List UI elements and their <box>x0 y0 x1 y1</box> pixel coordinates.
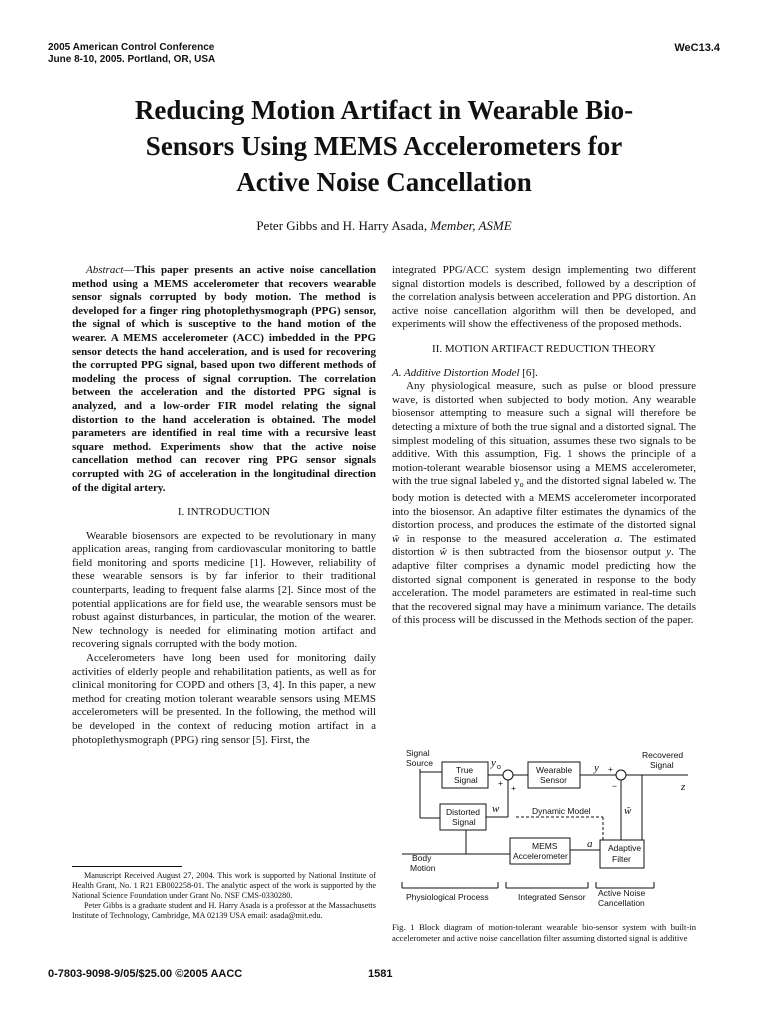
author-names: Peter Gibbs and H. Harry Asada, <box>256 218 431 233</box>
footnote <box>72 866 376 921</box>
svg-text:Sensor: Sensor <box>540 775 567 785</box>
svg-text:Signal: Signal <box>454 775 478 785</box>
intro-paragraph: Accelerometers have long been used for monitoring daily activities of elderly people and rehabilitation patients, as well as for clinical monitoring for COPD and others [3, 4]. In this paper, a new method for creating motion tolerant wearable sensors using MEMS accelerometers will be presented. In the following, the method will be developed in the context of reducing motion artifact in a photoplethysmograph (PPG) ring sensor [5]. First, the <box>72 652 376 746</box>
abstract-dash: — <box>123 264 135 276</box>
right-column <box>392 264 696 628</box>
author-affiliation: Member, ASME <box>430 218 512 233</box>
summing-junction <box>616 770 626 780</box>
subsection-heading: A. Additive Distortion Model [6]. <box>392 366 538 379</box>
svg-text:Motion: Motion <box>410 863 436 873</box>
paper-title <box>60 92 708 200</box>
svg-text:Adaptive: Adaptive <box>608 843 642 853</box>
label-signal-source: Signal <box>406 748 430 758</box>
conference-header <box>48 42 215 66</box>
svg-text:Recovered: Recovered <box>642 750 684 760</box>
section-heading-theory: II. MOTION ARTIFACT REDUCTION THEORY <box>432 342 656 355</box>
figure-caption: Fig. 1 Block diagram of motion-tolerant wearable bio-sensor system with built-in accelerometer and active noise cancellation filter assuming distorted signal is additive <box>392 922 696 943</box>
svg-text:Distorted: Distorted <box>446 807 481 817</box>
author-line <box>60 218 708 234</box>
svg-text:MEMS: MEMS <box>532 841 558 851</box>
svg-text:+: + <box>511 783 516 793</box>
footnote-funding: Manuscript Received August 27, 2004. This work is supported by National Institute of Health Grant, No. 1 R21 EB002258-01. The analytic aspect of the work is supported by the National Science Foundation under Grant No. NSF CMS-0330280. <box>72 871 376 900</box>
svg-text:Accelerometer: Accelerometer <box>513 851 568 861</box>
block-diagram <box>398 744 698 912</box>
summing-junction <box>503 770 513 780</box>
intro-continuation: integrated PPG/ACC system design implementing two different signal distortion models is described, followed by a description of the correlation analysis between acceleration and PPG distortion. An active noise cancellation algorithm will then be developed, and experiments will show the effectiveness of the proposed methods. <box>392 264 696 331</box>
svg-text:y: y <box>491 757 496 769</box>
abstract-text: This paper presents an active noise cancellation method using a MEMS accelerometer that recovers wearable sensor signals corrupted by body motion. The method is developed for a finger ring photoplethysmograph (PPG) sensor, the signal of which is susceptive to the hand motion of the wearer. A MEMS accelerometer (ACC) imbedded in the PPG sensor detects the hand acceleration, and is used for recovering the corrupted PPG signal, based upon two different methods of modeling the process of signal corruption. The correlation between the acceleration and the distorted PPG signal is analyzed, and a low-order FIR model relating the signal distortion to the hand acceleration is obtained. The model parameters are identified in real time with a recursive least square method. Experiments show that the active noise cancellation method can recover ring PPG sensor signals corrupted with 2G of acceleration in the longitudinal direction of the digital artery. <box>72 264 376 494</box>
svg-text:Source: Source <box>406 758 433 768</box>
title-line: Active Noise Cancellation <box>236 167 532 197</box>
footnote-rule <box>72 866 182 867</box>
svg-text:z: z <box>681 781 686 793</box>
svg-text:Filter: Filter <box>612 854 631 864</box>
left-column <box>72 264 376 747</box>
svg-text:Active Noise: Active Noise <box>598 888 646 898</box>
svg-text:Integrated Sensor: Integrated Sensor <box>518 892 586 902</box>
svg-text:y: y <box>594 762 599 774</box>
theory-paragraph: Any physiological measure, such as pulse or blood pressure wave, is distorted when subjected to body motion. Any wearable biosensor attempting to measure such a signal will therefore be detecting a mixture of both the true signal and a distorted signal. The simplest modeling of this situation, assumes these two signals to be additive. With this assumption, Fig. 1 shows the principle of a motion-tolerant wearable biosensor using a MEMS accelerometer, with the true signal labeled $y_o$ and the distorted signal labeled w. The body motion is detected with a MEMS accelerometer incorporated into the biosensor. An adaptive filter estimates the dynamics of the distortion process, and produces the estimate of the distorted signal ŵ in response to the measured acceleration a. The estimated distortion ŵ is then subtracted from the biosensor output y. The adaptive filter comprises a dynamic model predicting how the distorted signal component is generated in response to the body acceleration. The model parameters are estimated in real-time such that the recovered signal may have a minimum variance. The details of this process will be discussed in the Methods section of the paper. <box>392 380 697 627</box>
session-code: WeC13.4 <box>674 42 720 54</box>
svg-text:o: o <box>497 764 501 771</box>
title-line: Sensors Using MEMS Accelerometers for <box>145 131 623 161</box>
svg-text:Physiological Process: Physiological Process <box>406 892 489 902</box>
svg-text:Signal: Signal <box>452 817 476 827</box>
svg-text:w: w <box>492 803 500 815</box>
title-line: Reducing Motion Artifact in Wearable Bio- <box>134 95 634 125</box>
abstract <box>72 264 376 495</box>
svg-text:Signal: Signal <box>650 760 674 770</box>
svg-text:True: True <box>456 765 474 775</box>
footnote-authors: Peter Gibbs is a graduate student and H. Harry Asada is a professor at the Massachusetts Institute of Technology, Cambridge, MA 02139 USA email: asada@mit.edu. <box>72 901 376 920</box>
svg-text:+: + <box>498 778 503 788</box>
svg-text:Dynamic Model: Dynamic Model <box>532 806 591 816</box>
abstract-label: Abstract <box>86 264 124 276</box>
intro-paragraph: Wearable biosensors are expected to be revolutionary in many application areas, ranging from cardiovascular monitoring to battle field monitoring and sports medicine [1]. However, reliability of these wearable sensors is by far inferior to their traditional counterparts, leading to frequent false alarms [2]. Since most of the potential applications are for field use, the wearable sensors must be robust against disturbances, in particular, the motion of the wearer. New technology is needed for eliminating motion artifact and recovering signals corrupted with the body motion. <box>72 529 376 651</box>
svg-text:Wearable: Wearable <box>536 765 573 775</box>
svg-text:−: − <box>612 781 617 791</box>
section-heading-introduction: I. INTRODUCTION <box>177 506 271 519</box>
svg-text:a: a <box>587 838 593 850</box>
svg-text:ŵ: ŵ <box>624 805 632 817</box>
copyright-line: 0-7803-9098-9/05/$25.00 ©2005 AACC <box>48 968 243 980</box>
conference-name: 2005 American Control Conference <box>48 42 215 53</box>
svg-text:Body: Body <box>412 853 432 863</box>
page-number: 1581 <box>368 968 393 980</box>
svg-text:+: + <box>608 764 613 774</box>
svg-text:Cancellation: Cancellation <box>598 898 645 908</box>
conference-dates: June 8-10, 2005. Portland, OR, USA <box>48 54 216 65</box>
